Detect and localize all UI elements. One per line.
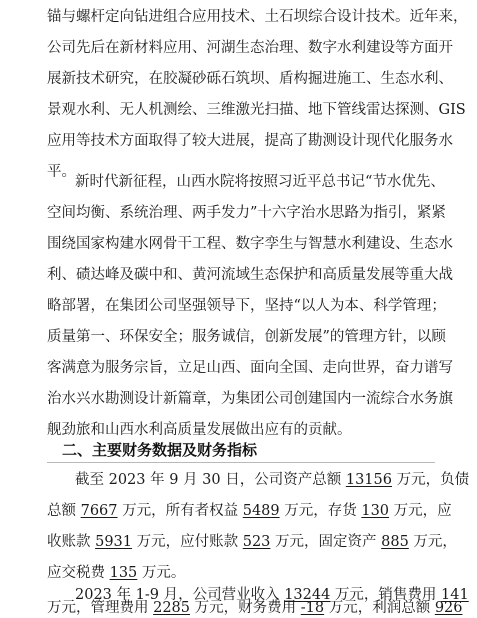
admin-expense-value: 2285 <box>153 600 191 616</box>
intro-line: 公司先后在新材料应用、河湖生态治理、数字水利建设等方面开 <box>47 40 453 56</box>
section-heading: 二、主要财务数据及财务指标 <box>62 441 258 459</box>
strategy-line: 客满意为服务宗旨，立足山西、面向全国、走向世界，奋力谱写 <box>47 360 453 376</box>
balance-line: 截至 2023 年 9 月 30 日，公司资产总额 13156 万元，负债 <box>75 472 470 488</box>
balance-line: 应交税费 135 万元。 <box>47 565 186 581</box>
heading-rule <box>47 462 435 463</box>
inventory-value: 130 <box>361 503 390 519</box>
owners-equity-value: 5489 <box>242 503 280 519</box>
selling-expense-value: 141 <box>441 587 469 603</box>
strategy-line: 质量第一、环保安全；服务诚信，创新发展”的管理方针，以顾 <box>47 329 446 345</box>
total-assets-value: 13156 <box>345 472 392 488</box>
finance-expense-value: -18 <box>300 600 325 616</box>
income-line: 万元，管理费用 2285 万元，财务费用 -18 万元，利润总额 926 <box>47 600 463 616</box>
strategy-line: 围绕国家构建水网骨干工程、数字孪生与智慧水利建设、生态水 <box>47 236 453 252</box>
total-profit-value: 926 <box>434 600 463 616</box>
strategy-line: 利、碛达峰及碳中和、黄河流域生态保护和高质量发展等重大战 <box>47 267 453 283</box>
strategy-line: 新时代新征程，山西水院将按照习近平总书记“节水优先、 <box>75 174 445 190</box>
intro-line: 锚与螺杆定向钻进组合应用技术、土石坝综合设计技术。近年来， <box>47 9 468 25</box>
revenue-value: 13244 <box>284 587 331 603</box>
balance-line: 收账款 5931 万元，应付账款 523 万元，固定资产 885 万元， <box>47 534 457 550</box>
intro-line: 平。 <box>47 164 76 180</box>
payables-value: 523 <box>242 534 271 550</box>
intro-line: 展新技术研究，在胶凝砂砾石筑坝、盾构掘进施工、生态水利、 <box>47 71 453 87</box>
income-line: 2023 年 1-9 月，公司营业收入 13244 万元，销售费用 141 <box>75 587 469 603</box>
intro-line: 应用等技术方面取得了较大进展，提高了勘测设计现代化服务水 <box>47 133 453 149</box>
receivables-value: 5931 <box>95 534 133 550</box>
strategy-line: 舰劲旅和山西水利高质量发展做出应有的贡献。 <box>47 422 352 438</box>
strategy-line: 空间均衡、系统治理、两手发力”十六字治水思路为指引，紧紧 <box>47 205 446 221</box>
intro-line: 景观水利、无人机测绘、三维激光扫描、地下管线雷达探测、GIS <box>47 102 466 118</box>
strategy-line: 略部署，在集团公司坚强领导下，坚持“以人为本、科学管理； <box>47 298 446 314</box>
taxes-payable-value: 135 <box>109 565 138 581</box>
total-liabilities-value: 7667 <box>80 503 118 519</box>
fixed-assets-value: 885 <box>381 534 409 550</box>
balance-line: 总额 7667 万元，所有者权益 5489 万元，存货 130 万元，应 <box>47 503 452 519</box>
strategy-line: 治水兴水勘测设计新篇章，为集团公司创建国内一流综合水务旗 <box>47 391 453 407</box>
